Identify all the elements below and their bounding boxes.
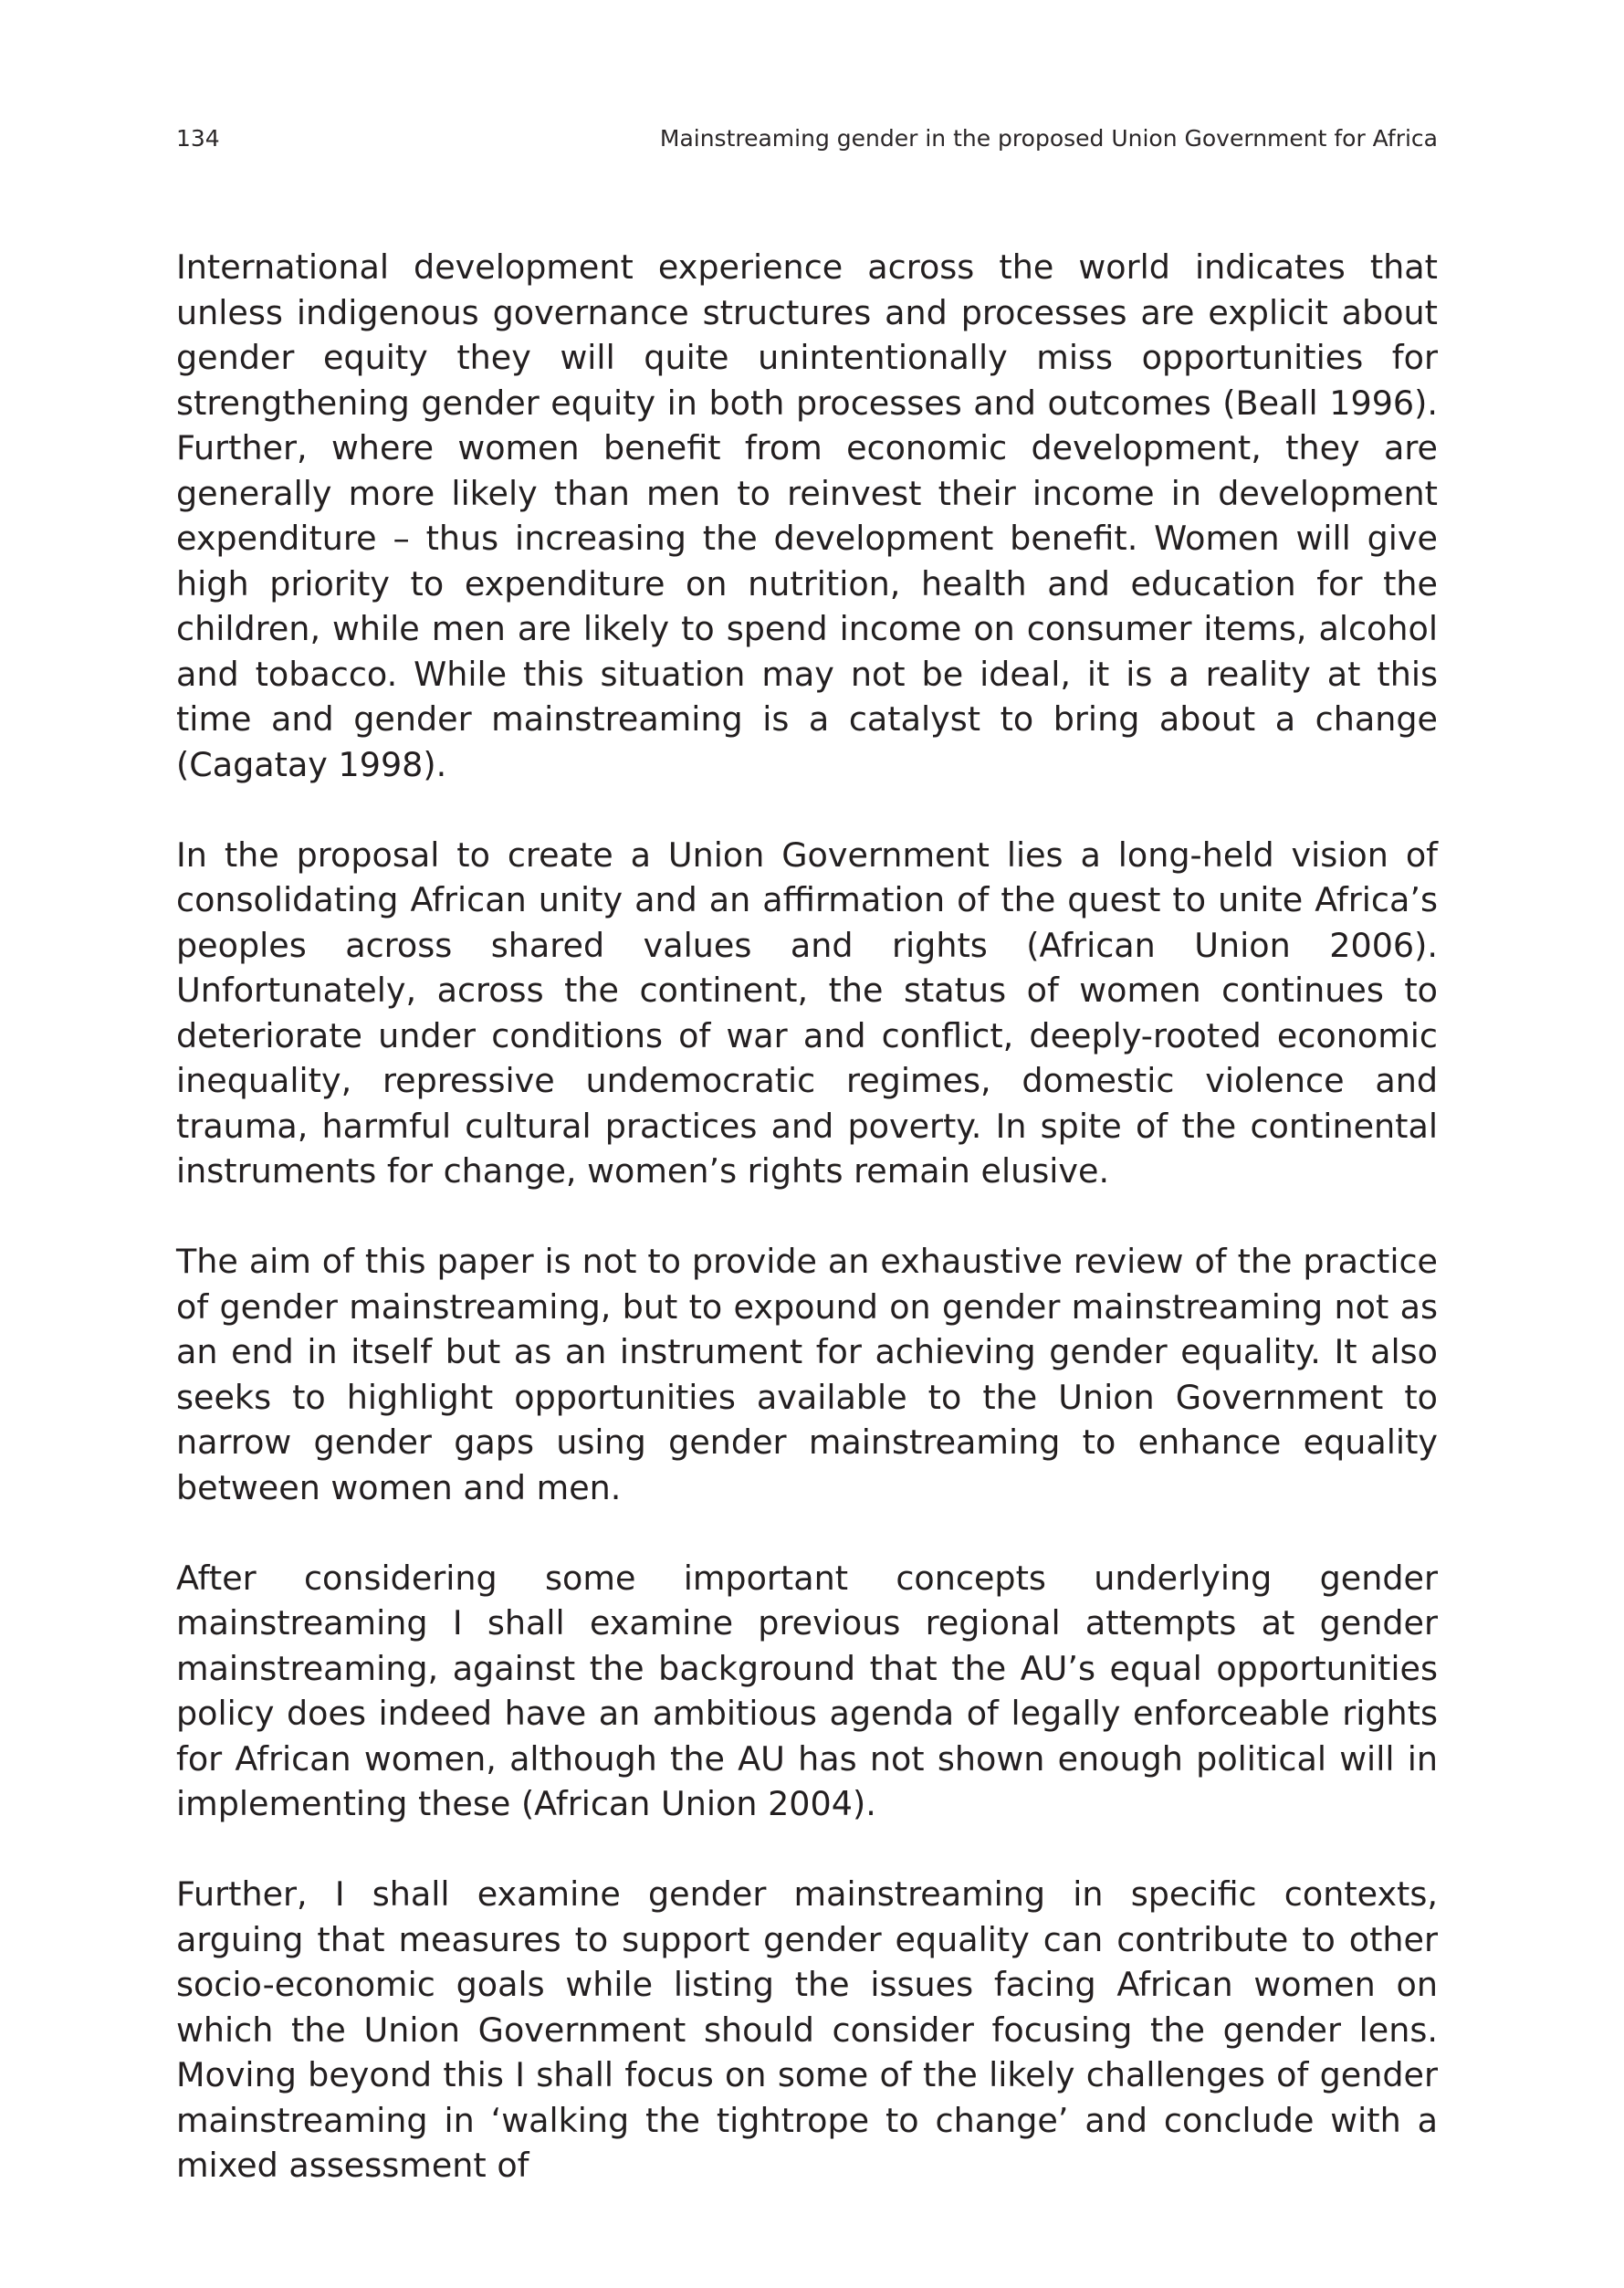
paragraph-4: After considering some important concepts underlying gender mainstreaming I shall examine previous regional attempts at gender mainstreaming, against the background that the AU’s equal opportunities policy does indeed have an ambitious agenda of legally enforceable rights for African women, although the AU has not shown enough political will in implementing these (African Union 2004). <box>176 1558 1438 1823</box>
running-header <box>176 122 1438 155</box>
body-text <box>176 245 1438 2233</box>
paragraph-3: The aim of this paper is not to provide an exhaustive review of the practice of gender mainstreaming, but to expound on gender mainstreaming not as an end in itself but as an instrument for achieving gender equality. It also seeks to highlight opportunities available to the Union Government to narrow gender gaps using gender mainstreaming to enhance equality between women and men. <box>176 1242 1438 1507</box>
running-title: Mainstreaming gender in the proposed Union Government for Africa <box>659 125 1438 152</box>
page-number: 134 <box>176 125 220 152</box>
paragraph-1: International development experience across the world indicates that unless indigenous governance structures and processes are explicit about gender equity they will quite unintentionally miss opportunities for strengthening gender equity in both processes and outcomes (Beall 1996). Further, where women benefit from economic development, they are generally more likely than men to reinvest their income in development expenditure – thus increasing the development benefit. Women will give high priority to expenditure on nutrition, health and education for the children, while men are likely to spend income on consumer items, alcohol and tobacco. While this situation may not be ideal, it is a reality at this time and gender mainstreaming is a catalyst to bring about a change (Cagatay 1998). <box>176 247 1438 784</box>
paragraph-5: Further, I shall examine gender mainstreaming in specific contexts, arguing that measures to support gender equality can contribute to other socio-economic goals while listing the issues facing African women on which the Union Government should consider focusing the gender lens. Moving beyond this I shall focus on some of the likely challenges of gender mainstreaming in ‘walking the tightrope to change’ and conclude with a mixed assessment of <box>176 1874 1438 2185</box>
paragraph-2: In the proposal to create a Union Government lies a long-held vision of consolidating African unity and an affirmation of the quest to unite Africa’s peoples across shared values and rights (African Union 2006). Unfortunately, across the continent, the status of women continues to deteriorate under conditions of war and conflict, deeply-rooted economic inequality, repressive undemocratic regimes, domestic violence and trauma, harmful cultural practices and poverty. In spite of the continental instruments for change, women’s rights remain elusive. <box>176 834 1438 1191</box>
